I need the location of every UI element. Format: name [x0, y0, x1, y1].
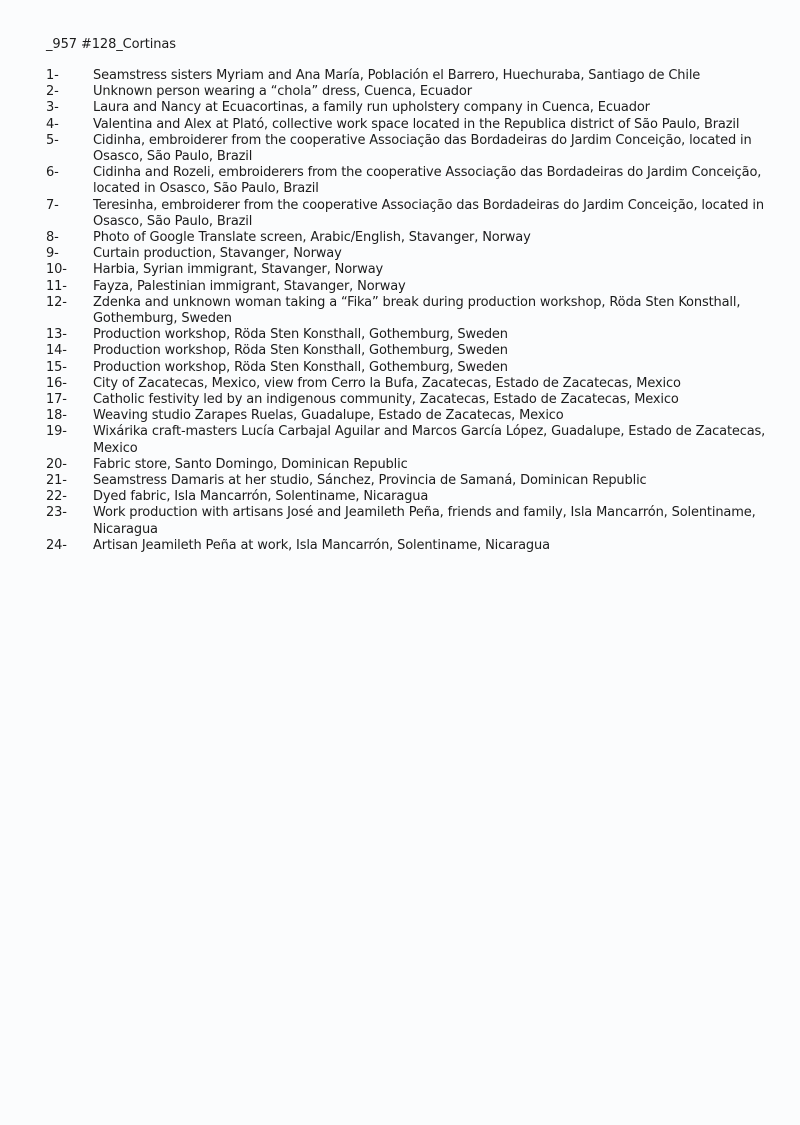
caption-number: 10- — [46, 262, 67, 278]
caption-item — [46, 457, 776, 473]
caption-item — [46, 133, 776, 165]
caption-item — [46, 343, 776, 359]
caption-text: Wixárika craft-masters Lucía Carbajal Aguilar and Marcos García López, Guadalupe, Estado de Zacatecas, Mexico — [93, 424, 766, 456]
caption-text: Seamstress sisters Myriam and Ana María, Población el Barrero, Huechuraba, Santiago de Chile — [93, 68, 701, 83]
caption-item — [46, 295, 776, 327]
caption-text: Curtain production, Stavanger, Norway — [93, 246, 342, 262]
caption-text: Seamstress Damaris at her studio, Sánchez, Provincia de Samaná, Dominican Republic — [93, 473, 647, 489]
caption-item — [46, 262, 776, 278]
caption-text: Production workshop, Röda Sten Konsthall, Gothemburg, Sweden — [93, 359, 508, 375]
caption-number: 16- — [46, 375, 67, 391]
caption-text: Cidinha and Rozeli, embroiderers from the cooperative Associação das Bordadeiras do Jardim Conceição, located in Osasco, São Paulo, Brazil — [93, 165, 762, 197]
caption-number: 23- — [46, 505, 67, 521]
caption-item — [46, 376, 776, 392]
caption-text: Laura and Nancy at Ecuacortinas, a family run upholstery company in Cuenca, Ecuador — [93, 100, 650, 116]
caption-number: 14- — [46, 343, 67, 359]
caption-item — [46, 505, 776, 537]
caption-number: 2- — [46, 84, 59, 100]
caption-list — [46, 68, 776, 554]
caption-number: 9- — [46, 246, 59, 262]
caption-number: 18- — [46, 408, 67, 424]
caption-text: Catholic festivity led by an indigenous community, Zacatecas, Estado de Zacatecas, Mexico — [93, 392, 679, 408]
caption-text: Zdenka and unknown woman taking a “Fika” break during production workshop, Röda Sten Konsthall, Gothemburg, Sweden — [93, 294, 741, 327]
caption-number: 15- — [46, 359, 67, 375]
caption-text: Photo of Google Translate screen, Arabic/English, Stavanger, Norway — [93, 230, 531, 246]
caption-number: 7- — [46, 197, 59, 213]
caption-text: Work production with artisans José and Jeamileth Peña, friends and family, Isla Mancarrón, Solentiname, Nicaragua — [93, 505, 756, 537]
caption-text: Teresinha, embroiderer from the cooperative Associação das Bordadeiras do Jardim Conceição, located in Osasco, São Paulo, Brazil — [93, 197, 764, 229]
caption-item — [46, 84, 776, 100]
caption-number: 22- — [46, 489, 67, 505]
caption-number: 24- — [46, 537, 67, 553]
caption-text: City of Zacatecas, Mexico, view from Cerro la Bufa, Zacatecas, Estado de Zacatecas, Mexico — [93, 375, 681, 391]
caption-item — [46, 117, 776, 133]
caption-item — [46, 279, 776, 295]
caption-text: Harbia, Syrian immigrant, Stavanger, Norway — [93, 262, 384, 278]
document-title: _957 #128_Cortinas — [46, 37, 176, 52]
caption-number: 17- — [46, 392, 67, 408]
caption-number: 13- — [46, 327, 67, 343]
caption-item — [46, 489, 776, 505]
caption-item — [46, 538, 776, 554]
caption-number: 6- — [46, 165, 59, 181]
caption-item — [46, 198, 776, 230]
caption-text: Production workshop, Röda Sten Konsthall, Gothemburg, Sweden — [93, 327, 508, 343]
caption-item — [46, 392, 776, 408]
caption-text: Fabric store, Santo Domingo, Dominican Republic — [93, 456, 408, 472]
caption-text: Unknown person wearing a “chola” dress, Cuenca, Ecuador — [93, 84, 472, 100]
caption-item — [46, 100, 776, 116]
caption-text: Weaving studio Zarapes Ruelas, Guadalupe, Estado de Zacatecas, Mexico — [93, 408, 564, 424]
caption-number: 4- — [46, 116, 59, 132]
caption-text: Valentina and Alex at Plató, collective work space located in the Republica district of São Paulo, Brazil — [93, 116, 740, 132]
caption-number: 5- — [46, 132, 59, 148]
caption-number: 8- — [46, 230, 59, 246]
caption-item — [46, 360, 776, 376]
caption-number: 20- — [46, 456, 67, 472]
caption-text: Artisan Jeamileth Peña at work, Isla Mancarrón, Solentiname, Nicaragua — [93, 537, 550, 553]
caption-item — [46, 424, 776, 456]
caption-item — [46, 68, 776, 84]
caption-text: Dyed fabric, Isla Mancarrón, Solentiname, Nicaragua — [93, 489, 429, 505]
caption-number: 3- — [46, 100, 59, 116]
caption-text: Fayza, Palestinian immigrant, Stavanger, Norway — [93, 278, 406, 294]
caption-item — [46, 246, 776, 262]
caption-item — [46, 327, 776, 343]
caption-number: 11- — [46, 278, 67, 294]
caption-text: Cidinha, embroiderer from the cooperative Associação das Bordadeiras do Jardim Conceição, located in Osasco, São Paulo, Brazil — [93, 132, 752, 165]
caption-text: Production workshop, Röda Sten Konsthall, Gothemburg, Sweden — [93, 343, 508, 359]
caption-item — [46, 165, 776, 197]
caption-number: 21- — [46, 473, 67, 489]
caption-item — [46, 473, 776, 489]
caption-item — [46, 408, 776, 424]
caption-number: 1- — [46, 68, 59, 83]
caption-number: 12- — [46, 294, 67, 310]
caption-item — [46, 230, 776, 246]
caption-number: 19- — [46, 424, 67, 440]
